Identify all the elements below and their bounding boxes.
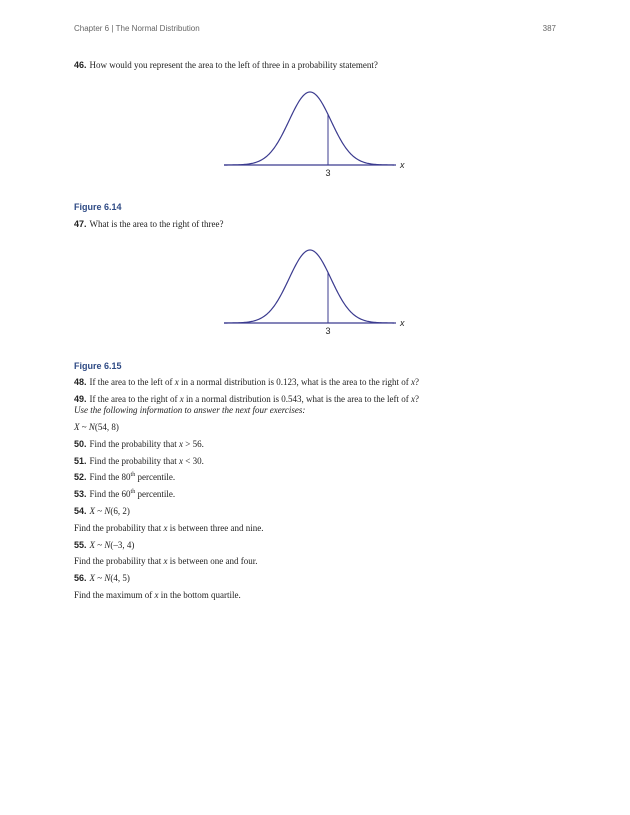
normal-symbol: N [104, 506, 111, 516]
axis-label-x: x [400, 318, 405, 328]
normal-symbol: N [104, 573, 111, 583]
text-part: ? [414, 377, 419, 387]
parameters: (4, 5) [110, 573, 130, 583]
text-part: > 56. [183, 439, 204, 449]
exercise-number: 47. [74, 219, 87, 229]
text-part: ? [414, 394, 419, 404]
text-part: Find the 60 [89, 489, 131, 499]
exercise-number: 49. [74, 394, 87, 404]
text-part: If the area to the right of [89, 394, 180, 404]
tick-label-3: 3 [325, 326, 331, 336]
text-part: Find the maximum of [74, 590, 155, 600]
variable-x: x [179, 394, 184, 404]
text-part: If the area to the left of [89, 377, 175, 387]
exercise-number: 56. [74, 573, 87, 583]
variable-x: x [154, 590, 159, 600]
exercise-52 [74, 472, 175, 483]
figure-6-14-normal-curve [222, 88, 412, 178]
exercise-48 [74, 377, 419, 388]
figure-6-14-caption: Figure 6.14 [74, 202, 122, 212]
text-part: in a normal distribution is 0.123, what is the area to the right of [178, 377, 411, 387]
exercise-number: 51. [74, 456, 87, 466]
page-header [74, 24, 556, 33]
text-part: is between three and nine. [167, 523, 264, 533]
chapter-label: Chapter 6 [74, 24, 110, 33]
text-part: < 30. [183, 456, 204, 466]
exercise-56-prompt [74, 590, 241, 601]
text-part: Find the probability that [89, 439, 180, 449]
exercise-47 [74, 219, 223, 230]
tilde: ~ [95, 506, 105, 516]
exercise-number: 53. [74, 489, 87, 499]
figure-6-14-svg [222, 88, 412, 178]
text-part: in the bottom quartile. [158, 590, 241, 600]
axis-label-x: x [400, 160, 405, 170]
figure-6-15-normal-curve [222, 246, 412, 336]
text-part: in a normal distribution is 0.543, what is the area to the left of [183, 394, 411, 404]
exercise-50 [74, 439, 204, 450]
text-part: Find the probability that [74, 523, 164, 533]
exercise-text: What is the area to the right of three? [89, 219, 224, 229]
variable-x: x [410, 394, 415, 404]
normal-curve [224, 92, 394, 165]
random-variable: X [74, 422, 80, 432]
ordinal-suffix: th [130, 489, 136, 495]
running-head [74, 24, 200, 33]
exercise-number: 54. [74, 506, 87, 516]
text-part: Find the probability that [74, 556, 164, 566]
tilde: ~ [95, 540, 105, 550]
distribution-statement [74, 422, 119, 433]
page-number: 387 [542, 24, 556, 33]
tilde: ~ [95, 573, 105, 583]
tick-label-3: 3 [325, 168, 331, 178]
variable-x: x [179, 439, 184, 449]
variable-x: x [179, 456, 184, 466]
text-part: Find the probability that [89, 456, 180, 466]
ordinal-suffix: th [130, 472, 136, 478]
tilde: ~ [79, 422, 89, 432]
exercise-49 [74, 394, 419, 405]
text-part: Find the 80 [89, 472, 131, 482]
exercise-number: 52. [74, 472, 87, 482]
text-part: percentile. [135, 472, 176, 482]
exercise-number: 46. [74, 60, 87, 70]
normal-symbol: N [88, 422, 95, 432]
normal-symbol: N [104, 540, 111, 550]
variable-x: x [163, 556, 168, 566]
exercise-55-prompt [74, 556, 257, 567]
chapter-title: The Normal Distribution [115, 24, 200, 33]
exercise-46 [74, 60, 378, 71]
text-part: is between one and four. [167, 556, 258, 566]
instruction-text: Use the following information to answer the next four exercises: [74, 405, 306, 415]
parameters: (6, 2) [110, 506, 130, 516]
variable-x: x [410, 377, 415, 387]
parameters: (–3, 4) [110, 540, 135, 550]
figure-6-15-caption: Figure 6.15 [74, 361, 122, 371]
exercise-53 [74, 489, 175, 500]
variable-x: x [174, 377, 179, 387]
exercise-51 [74, 456, 204, 467]
variable-x: x [163, 523, 168, 533]
exercise-number: 55. [74, 540, 87, 550]
text-part: percentile. [135, 489, 176, 499]
parameters: (54, 8) [94, 422, 119, 432]
header-separator: | [109, 24, 116, 33]
exercise-54-prompt [74, 523, 263, 534]
figure-6-15-svg [222, 246, 412, 336]
exercise-55 [74, 540, 134, 551]
exercise-number: 48. [74, 377, 87, 387]
random-variable: X [89, 506, 96, 516]
normal-curve [224, 250, 394, 323]
exercise-56 [74, 573, 130, 584]
exercise-54 [74, 506, 130, 517]
random-variable: X [89, 573, 96, 583]
exercise-text: How would you represent the area to the left of three in a probability statement? [89, 60, 378, 70]
exercise-number: 50. [74, 439, 87, 449]
random-variable: X [89, 540, 96, 550]
